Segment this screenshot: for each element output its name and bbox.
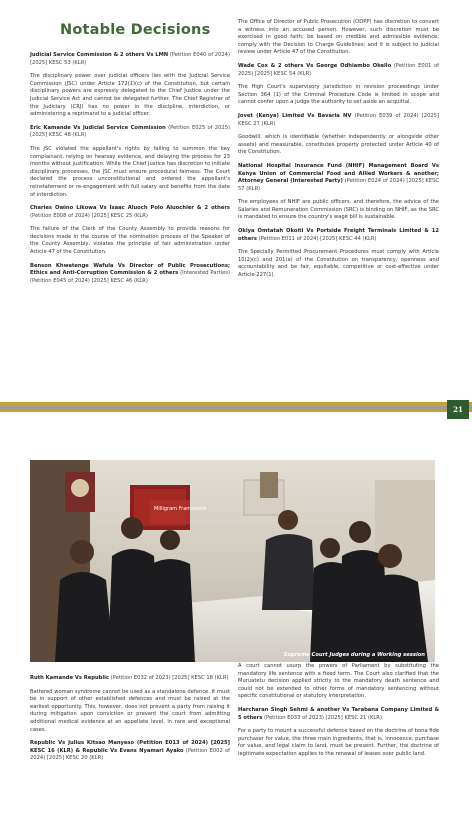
case-citation: (Interested Parties) (Petition E045 of 2024) [2025] KESC 46 (KLR)	[30, 270, 231, 284]
case-heading	[238, 707, 439, 722]
case-title: Okiya Omtatah Okoiti Vs Portside Freight Terminals Limited & 12 others	[238, 228, 439, 242]
case-summary: The failure of the Clerk of the County Assembly to provide reasons for decisions made in the course of the nomination process of the Speaker of the County Assembly, violates the principle of fair administration under Article 47 of the Constitution.	[30, 226, 230, 256]
photo-caption: Supreme Court Judges during a Working session	[283, 652, 425, 658]
case-title: Judicial Service Commission & 2 others Vs LMN	[30, 52, 169, 58]
case-summary: The Office of Director of Public Prosecution (ODPP) has discretion to convert a witness into an accused person. However, such discretion must be exercised in good faith; be based on credible and admissible evidence; comply with the Decision to Charge Guidelines; and it is subject to judicial review under Article 47 of the Constitution.	[238, 19, 439, 56]
case-heading	[30, 205, 230, 220]
case-heading	[30, 52, 230, 67]
case-citation: (Petition E011 of 2024) [2025] KESC 44 (KLR)	[258, 235, 377, 242]
case-citation: (Petition E008 of 2024) [2025] KESC 25 (KLR)	[30, 212, 148, 219]
case-heading	[238, 163, 439, 193]
case-summary: The disciplinary power over judicial officers lies with the Judicial Service Commission (JSC) under Article 172(1)(c) of the Constitution, but certain disciplinary powers are expressly delegated to the Chief Justice under the Judicial Service Act and cannot be delegated further. The Chief Registrar of the Judiciary (CRJ) has no power in the discipline, interdiction, or administering a reprimand to a judicial officer.	[30, 73, 230, 118]
case-title: Wade Cox & 2 others Vs George Odhiambo Okello	[238, 62, 392, 69]
case-title: National Hospital Insurance Fund (NHIF) Management Board Vs Kenya Union of Commercial Food and Allied Workers & another; Attorney General (Interested Party)	[238, 162, 439, 185]
meeting-illustration	[30, 460, 435, 662]
case-heading	[238, 228, 439, 243]
case-heading	[30, 263, 230, 286]
case-title: Jovet (Kenya) Limited Vs Bavaria NV	[238, 112, 352, 119]
case-citation: (Petition E024 of 2024) [2025] KESC 57 (KLR)	[238, 178, 439, 192]
case-title: Benson Khwatenge Wafula Vs Director of Public Prosecutions; Ethics and Anti-Corruption Commission & 2 others	[30, 262, 230, 277]
case-heading	[30, 125, 230, 140]
case-summary: Battered woman syndrome cannot be used as a standalone defence. It must be in support of other established defences and must be raised at the earliest opportunity. This, however, does not prevent a party from raising it during mitigation upon conviction or prevent the court from admitting additional medical evidence at an appellate level, in rare and exceptional cases.	[30, 688, 230, 733]
case-citation: (Petition E033 of 2023) [2025] KESC 21 (KLR)	[263, 714, 382, 721]
case-summary: The JSC violated the appellant's rights by failing to summon the key complainant, relying on hearsay evidence, and delaying the process for 23 months without justification. While the Chief Justice has discretion to initiate disciplinary processes, the JSC must ensure procedural fairness. The Court declared the process unconstitutional and ordered the appellant's reinstatement or re-engagement with full salary and benefits from the date of interdiction.	[30, 145, 230, 198]
case-summary: The High Court's supervisory jurisdiction in revision proceedings under Section 364 (1) of the Criminal Procedure Code is limited in scope and cannot confer upon a judge the authority to set aside an acquittal.	[238, 84, 439, 106]
case-title: Republic Vs Julius Kitsao Manyeso (Petition E013 of 2024) [2025] KESC 16 (KLR) & Republic Vs Evans Nyamari Ayako	[30, 740, 230, 754]
left-column-top	[30, 52, 230, 291]
case-summary: For a party to mount a successful defence based on the doctrine of bona fide purchaser for value, the three main ingredients, that is, innocence, purchase for value, and legal claim to land, must be present. Further, the doctrine of legitimate expectation applies to the renewal of leases over public land.	[238, 728, 439, 757]
case-title: Harcharan Singh Sehmi & another Vs Tarabana Company Limited & 5 others	[238, 706, 439, 721]
right-column-bottom	[238, 663, 439, 765]
page-number: 21	[447, 400, 469, 419]
case-summary: The employees of NHIF are public officers, and therefore, the advice of the Salaries and Remuneration Commission (SRC) is binding on NHIF, as the SRC is mandated to ensure the country's wage bill is sustainable.	[238, 199, 439, 221]
case-title: Eric Kamande Vs Judicial Service Commission	[30, 124, 166, 131]
right-column-top	[238, 19, 439, 286]
meeting-photo	[30, 460, 435, 662]
case-heading	[30, 740, 230, 763]
case-summary: A court cannot usurp the powers of Parliament by substituting the mandatory life sentence with a fixed term. The Court also clarified that the Muruatetu decision applied strictly to the mandatory death sentence and could not be extended to other forms of mandatory sentencing without specific constitutional or statutory interpretation.	[238, 663, 439, 700]
left-column-bottom	[30, 675, 230, 769]
footer-band-gold-lower	[0, 409, 472, 412]
case-summary: Goodwill, which is identifiable (whether independently or alongside other assets) and measurable, constitutes property protected under Article 40 of the Constitution.	[238, 134, 439, 156]
case-heading	[238, 113, 439, 128]
banner-text: Milligram Framework	[154, 506, 207, 512]
page-title: Notable Decisions	[60, 22, 211, 38]
case-citation: (Petition E039 of 2024) [2025] KESC 27 (KLR)	[238, 112, 439, 127]
case-citation: (Petition E025 of 2025) [2025] KESC 48 (KLR)	[30, 124, 231, 139]
case-summary: The Specially Permitted Procurement Procedures must comply with Article 10(2)(c) and 201(a) of the Constitution on transparency, openness and accountability and be fair, equitable, competitive or cost-effective under Article 227(1).	[238, 249, 439, 279]
case-heading	[30, 675, 230, 683]
case-citation: (Petition E002 of 2024) [2025] KESC 20 (KLR)	[30, 747, 230, 762]
case-title: Ruth Kamande Vs Republic	[30, 675, 109, 681]
case-heading	[238, 63, 439, 78]
case-citation: (Petition E001 of 2025) [2025] KESC 54 (KLR)	[238, 62, 439, 77]
case-title: Charles Owino Likowa Vs Isaac Aluoch Polo Aluochier & 2 others	[30, 205, 230, 212]
case-citation: (Petition E032 of 2023) [2025] KESC 18 (KLR)	[110, 675, 229, 681]
case-citation: (Petition E040 of 2024) [2025] KESC 53 (KLR)	[30, 52, 230, 66]
